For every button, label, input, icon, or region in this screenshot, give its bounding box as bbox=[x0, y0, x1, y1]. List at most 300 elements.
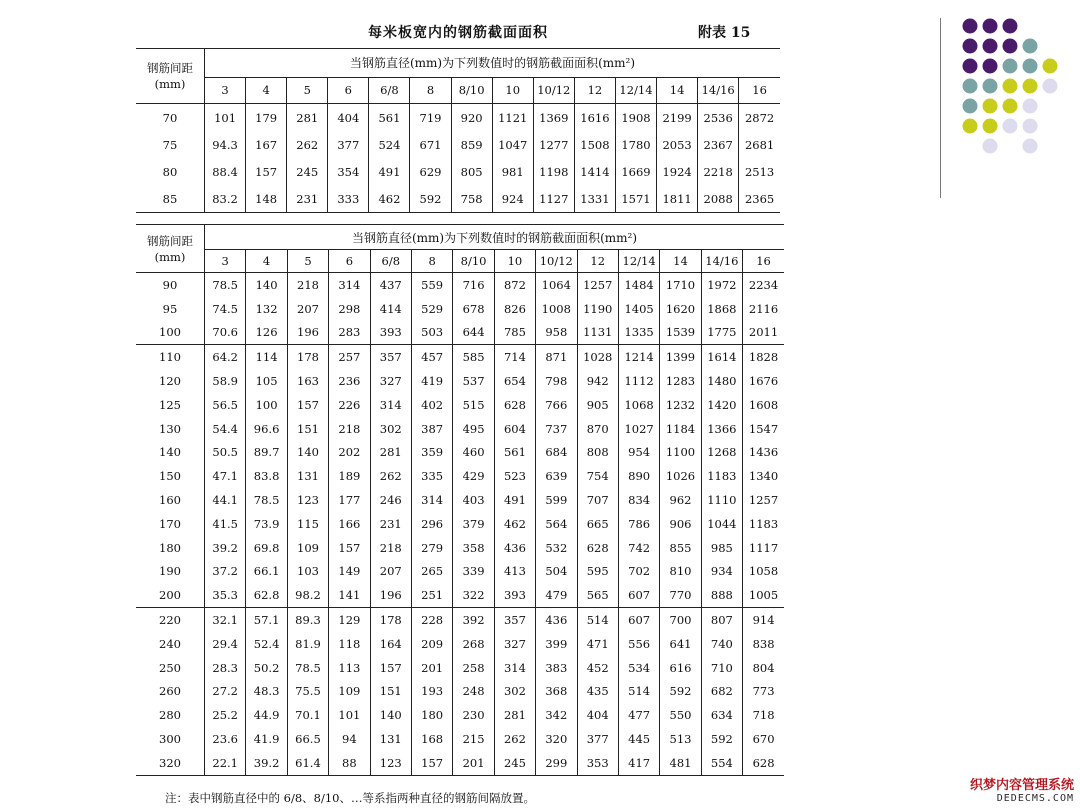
area-cell: 1811 bbox=[657, 185, 698, 213]
area-cell: 75.5 bbox=[287, 680, 328, 704]
area-cell: 1614 bbox=[701, 345, 742, 369]
area-cell: 1044 bbox=[701, 512, 742, 536]
area-cell: 629 bbox=[410, 158, 451, 185]
area-cell: 1414 bbox=[574, 158, 615, 185]
column-header: 3 bbox=[205, 77, 246, 103]
area-cell: 393 bbox=[494, 583, 535, 607]
area-cell: 168 bbox=[411, 727, 452, 751]
area-cell: 872 bbox=[494, 273, 535, 297]
area-cell: 592 bbox=[410, 185, 451, 213]
spacing-cell: 260 bbox=[159, 684, 181, 699]
area-cell: 550 bbox=[660, 703, 701, 727]
area-cell: 41.5 bbox=[205, 512, 246, 536]
appendix-label: 附表 15 bbox=[698, 25, 751, 41]
area-cell: 628 bbox=[577, 536, 618, 560]
spacing-cell: 70 bbox=[136, 104, 205, 132]
area-cell: 515 bbox=[453, 393, 494, 417]
table-row bbox=[136, 273, 784, 297]
area-cell: 118 bbox=[329, 632, 370, 656]
spacing-cell: 200 bbox=[159, 588, 181, 603]
spacing-cell: 140 bbox=[159, 445, 181, 460]
area-cell: 218 bbox=[287, 273, 328, 297]
area-cell: 477 bbox=[618, 703, 659, 727]
area-cell: 166 bbox=[329, 512, 370, 536]
area-cell: 218 bbox=[370, 536, 411, 560]
area-cell: 103 bbox=[287, 560, 328, 584]
area-cell: 1972 bbox=[701, 273, 742, 297]
area-cell: 402 bbox=[411, 393, 452, 417]
area-cell: 148 bbox=[246, 185, 287, 213]
column-header: 10/12 bbox=[536, 250, 577, 273]
area-cell: 354 bbox=[328, 158, 369, 185]
area-cell: 700 bbox=[660, 608, 701, 632]
area-cell: 281 bbox=[287, 104, 328, 132]
column-header: 12/14 bbox=[618, 250, 659, 273]
area-cell: 215 bbox=[453, 727, 494, 751]
area-cell: 230 bbox=[453, 703, 494, 727]
area-cell: 1608 bbox=[743, 393, 784, 417]
area-cell: 1436 bbox=[743, 441, 784, 465]
area-cell: 123 bbox=[287, 488, 328, 512]
area-cell: 70.1 bbox=[287, 703, 328, 727]
decorative-dot bbox=[983, 59, 998, 74]
column-header: 14/16 bbox=[701, 250, 742, 273]
column-header: 14 bbox=[657, 77, 698, 103]
area-cell: 88 bbox=[329, 751, 370, 775]
spacing-cell: 220 bbox=[136, 608, 205, 632]
area-cell: 177 bbox=[329, 488, 370, 512]
area-cell: 644 bbox=[453, 321, 494, 345]
decorative-dot bbox=[983, 79, 998, 94]
column-header: 12/14 bbox=[615, 77, 656, 103]
area-cell: 460 bbox=[453, 441, 494, 465]
area-cell: 1283 bbox=[660, 369, 701, 393]
watermark-text: 织梦内容管理系统 bbox=[969, 778, 1074, 793]
area-cell: 245 bbox=[287, 158, 328, 185]
area-cell: 149 bbox=[329, 560, 370, 584]
page-title: 每米板宽内的钢筋截面面积 bbox=[368, 25, 548, 41]
spacing-cell: 160 bbox=[159, 493, 181, 508]
area-cell: 436 bbox=[494, 536, 535, 560]
area-cell: 529 bbox=[411, 297, 452, 321]
area-cell: 201 bbox=[453, 751, 494, 775]
area-cell: 1121 bbox=[492, 104, 533, 132]
area-cell: 180 bbox=[411, 703, 452, 727]
area-cell: 302 bbox=[494, 680, 535, 704]
area-cell: 283 bbox=[329, 321, 370, 345]
area-cell: 387 bbox=[411, 417, 452, 441]
decorative-dot bbox=[1003, 79, 1018, 94]
area-cell: 342 bbox=[536, 703, 577, 727]
area-cell: 57.1 bbox=[246, 608, 287, 632]
column-header: 8 bbox=[410, 77, 451, 103]
area-cell: 403 bbox=[453, 488, 494, 512]
table-row bbox=[136, 727, 784, 751]
area-cell: 44.1 bbox=[205, 488, 246, 512]
decorative-dot bbox=[983, 19, 998, 34]
area-cell: 393 bbox=[370, 321, 411, 345]
area-cell: 920 bbox=[451, 104, 492, 132]
table-row bbox=[136, 441, 784, 465]
area-cell: 268 bbox=[453, 632, 494, 656]
area-cell: 702 bbox=[618, 560, 659, 584]
area-cell: 419 bbox=[411, 369, 452, 393]
area-cell: 56.5 bbox=[205, 393, 246, 417]
table-row bbox=[136, 583, 784, 607]
area-cell: 228 bbox=[411, 608, 452, 632]
area-cell: 123 bbox=[370, 751, 411, 775]
column-header: 6 bbox=[329, 250, 370, 273]
column-header: 14/16 bbox=[698, 77, 739, 103]
area-cell: 39.2 bbox=[246, 751, 287, 775]
area-cell: 314 bbox=[329, 273, 370, 297]
area-cell: 585 bbox=[453, 345, 494, 369]
column-header: 6/8 bbox=[370, 250, 411, 273]
area-cell: 25.2 bbox=[205, 703, 246, 727]
table-row bbox=[136, 185, 780, 213]
area-cell: 66.5 bbox=[287, 727, 328, 751]
area-cell: 564 bbox=[536, 512, 577, 536]
area-cell: 163 bbox=[287, 369, 328, 393]
area-cell: 503 bbox=[411, 321, 452, 345]
table-row bbox=[136, 369, 784, 393]
area-cell: 89.7 bbox=[246, 441, 287, 465]
spacing-cell: 85 bbox=[136, 185, 205, 213]
area-cell: 532 bbox=[536, 536, 577, 560]
area-cell: 383 bbox=[536, 656, 577, 680]
area-cell: 2088 bbox=[698, 185, 739, 213]
area-cell: 1027 bbox=[618, 417, 659, 441]
area-cell: 69.8 bbox=[246, 536, 287, 560]
area-cell: 742 bbox=[618, 536, 659, 560]
area-cell: 678 bbox=[453, 297, 494, 321]
area-cell: 1100 bbox=[660, 441, 701, 465]
decorative-dot bbox=[1023, 79, 1038, 94]
area-cell: 838 bbox=[743, 632, 784, 656]
area-cell: 491 bbox=[369, 158, 410, 185]
table-row bbox=[136, 417, 784, 441]
table-row bbox=[136, 158, 780, 185]
decorative-dot bbox=[1043, 59, 1058, 74]
spacing-cell: 125 bbox=[159, 397, 181, 412]
area-cell: 452 bbox=[577, 656, 618, 680]
area-cell: 141 bbox=[329, 583, 370, 607]
area-cell: 327 bbox=[370, 369, 411, 393]
area-cell: 798 bbox=[536, 369, 577, 393]
decorative-dot bbox=[963, 79, 978, 94]
area-cell: 537 bbox=[453, 369, 494, 393]
spacing-cell: 120 bbox=[159, 374, 181, 389]
area-cell: 113 bbox=[329, 656, 370, 680]
area-cell: 1068 bbox=[618, 393, 659, 417]
area-cell: 634 bbox=[701, 703, 742, 727]
footnote: 注：表中钢筋直径中的 6/8、8/10、…等系指两种直径的钢筋间隔放置。 bbox=[165, 791, 535, 805]
area-cell: 556 bbox=[618, 632, 659, 656]
area-cell: 236 bbox=[329, 369, 370, 393]
area-cell: 1257 bbox=[577, 273, 618, 297]
area-cell: 773 bbox=[743, 680, 784, 704]
area-cell: 445 bbox=[618, 727, 659, 751]
area-cell: 151 bbox=[287, 417, 328, 441]
area-cell: 670 bbox=[743, 727, 784, 751]
area-cell: 565 bbox=[577, 583, 618, 607]
area-cell: 251 bbox=[411, 583, 452, 607]
column-header: 8 bbox=[411, 250, 452, 273]
decorative-dot bbox=[963, 19, 978, 34]
table-row bbox=[136, 345, 784, 369]
area-cell: 50.5 bbox=[205, 441, 246, 465]
area-cell: 561 bbox=[494, 441, 535, 465]
decorative-dot bbox=[983, 39, 998, 54]
area-cell: 1335 bbox=[618, 321, 659, 345]
area-cell: 157 bbox=[287, 393, 328, 417]
area-cell: 377 bbox=[328, 131, 369, 158]
table-row bbox=[136, 560, 784, 584]
area-cell: 196 bbox=[370, 583, 411, 607]
area-cell: 2218 bbox=[698, 158, 739, 185]
table-row bbox=[136, 703, 784, 727]
area-cell: 314 bbox=[370, 393, 411, 417]
area-cell: 207 bbox=[370, 560, 411, 584]
area-cell: 207 bbox=[287, 297, 328, 321]
area-cell: 1908 bbox=[615, 104, 656, 132]
area-cell: 639 bbox=[536, 464, 577, 488]
decorative-dot bbox=[1003, 39, 1018, 54]
area-cell: 2011 bbox=[743, 321, 784, 345]
area-cell: 1214 bbox=[618, 345, 659, 369]
area-cell: 129 bbox=[329, 608, 370, 632]
area-cell: 83.8 bbox=[246, 464, 287, 488]
area-cell: 1184 bbox=[660, 417, 701, 441]
decorative-dot bbox=[1023, 59, 1038, 74]
area-cell: 379 bbox=[453, 512, 494, 536]
area-cell: 504 bbox=[536, 560, 577, 584]
area-cell: 417 bbox=[618, 751, 659, 775]
area-cell: 437 bbox=[370, 273, 411, 297]
area-cell: 54.4 bbox=[205, 417, 246, 441]
area-cell: 333 bbox=[328, 185, 369, 213]
table-body bbox=[136, 273, 784, 776]
area-cell: 1257 bbox=[743, 488, 784, 512]
area-cell: 1828 bbox=[743, 345, 784, 369]
area-cell: 2872 bbox=[739, 104, 780, 132]
area-cell: 94 bbox=[329, 727, 370, 751]
area-cell: 368 bbox=[536, 680, 577, 704]
area-cell: 710 bbox=[701, 656, 742, 680]
area-cell: 808 bbox=[577, 441, 618, 465]
decorative-dot bbox=[963, 39, 978, 54]
area-cell: 826 bbox=[494, 297, 535, 321]
area-cell: 41.9 bbox=[246, 727, 287, 751]
column-header: 16 bbox=[739, 77, 780, 103]
area-cell: 1480 bbox=[701, 369, 742, 393]
area-cell: 320 bbox=[536, 727, 577, 751]
area-cell: 1183 bbox=[701, 464, 742, 488]
area-cell: 202 bbox=[329, 441, 370, 465]
area-cell: 888 bbox=[701, 583, 742, 607]
area-cell: 32.1 bbox=[205, 608, 246, 632]
area-cell: 281 bbox=[370, 441, 411, 465]
area-cell: 262 bbox=[494, 727, 535, 751]
area-cell: 265 bbox=[411, 560, 452, 584]
area-cell: 157 bbox=[370, 656, 411, 680]
area-cell: 404 bbox=[328, 104, 369, 132]
area-cell: 157 bbox=[329, 536, 370, 560]
area-cell: 132 bbox=[246, 297, 287, 321]
area-cell: 514 bbox=[618, 680, 659, 704]
area-cell: 189 bbox=[329, 464, 370, 488]
area-cell: 1331 bbox=[574, 185, 615, 213]
row-header-unit: (mm) bbox=[154, 249, 186, 264]
area-cell: 491 bbox=[494, 488, 535, 512]
area-cell: 231 bbox=[287, 185, 328, 213]
area-cell: 1026 bbox=[660, 464, 701, 488]
table-row bbox=[136, 751, 784, 775]
area-cell: 1268 bbox=[701, 441, 742, 465]
decorative-dot bbox=[1023, 99, 1038, 114]
column-header: 16 bbox=[743, 250, 784, 273]
area-cell: 758 bbox=[451, 185, 492, 213]
area-cell: 534 bbox=[618, 656, 659, 680]
decorative-dot bbox=[983, 99, 998, 114]
column-header: 6/8 bbox=[369, 77, 410, 103]
area-cell: 523 bbox=[494, 464, 535, 488]
column-header: 8/10 bbox=[453, 250, 494, 273]
area-cell: 404 bbox=[577, 703, 618, 727]
area-cell: 22.1 bbox=[205, 751, 246, 775]
area-cell: 554 bbox=[701, 751, 742, 775]
decorative-dot bbox=[1023, 119, 1038, 134]
area-cell: 481 bbox=[660, 751, 701, 775]
area-cell: 859 bbox=[451, 131, 492, 158]
spacing-cell: 300 bbox=[159, 732, 181, 747]
spacing-cell: 240 bbox=[159, 636, 181, 651]
area-cell: 559 bbox=[411, 273, 452, 297]
area-cell: 78.5 bbox=[287, 656, 328, 680]
area-cell: 471 bbox=[577, 632, 618, 656]
area-cell: 358 bbox=[453, 536, 494, 560]
area-cell: 126 bbox=[246, 321, 287, 345]
area-cell: 131 bbox=[370, 727, 411, 751]
area-cell: 716 bbox=[453, 273, 494, 297]
area-cell: 98.2 bbox=[287, 583, 328, 607]
area-cell: 1110 bbox=[701, 488, 742, 512]
area-cell: 607 bbox=[618, 583, 659, 607]
area-cell: 2234 bbox=[743, 273, 784, 297]
area-cell: 924 bbox=[492, 185, 533, 213]
area-cell: 109 bbox=[329, 680, 370, 704]
decorative-dot bbox=[1043, 79, 1058, 94]
area-cell: 52.4 bbox=[246, 632, 287, 656]
column-header: 10 bbox=[494, 250, 535, 273]
area-cell: 257 bbox=[329, 345, 370, 369]
area-cell: 737 bbox=[536, 417, 577, 441]
area-cell: 258 bbox=[453, 656, 494, 680]
decorative-dot bbox=[1003, 119, 1018, 134]
row-header-label: 钢筋间距 bbox=[147, 233, 193, 248]
area-cell: 719 bbox=[410, 104, 451, 132]
area-cell: 62.8 bbox=[246, 583, 287, 607]
area-cell: 353 bbox=[577, 751, 618, 775]
table-row bbox=[136, 536, 784, 560]
spacing-cell: 130 bbox=[159, 421, 181, 436]
area-cell: 2365 bbox=[739, 185, 780, 213]
area-cell: 1232 bbox=[660, 393, 701, 417]
area-cell: 413 bbox=[494, 560, 535, 584]
area-cell: 1183 bbox=[743, 512, 784, 536]
area-cell: 39.2 bbox=[205, 536, 246, 560]
area-cell: 27.2 bbox=[205, 680, 246, 704]
area-cell: 50.2 bbox=[246, 656, 287, 680]
area-cell: 1366 bbox=[701, 417, 742, 441]
area-cell: 524 bbox=[369, 131, 410, 158]
spacing-cell: 100 bbox=[159, 325, 181, 340]
area-cell: 2513 bbox=[739, 158, 780, 185]
column-header: 5 bbox=[287, 250, 328, 273]
area-cell: 1064 bbox=[536, 273, 577, 297]
decorative-dot bbox=[963, 59, 978, 74]
area-cell: 785 bbox=[494, 321, 535, 345]
column-header-row bbox=[136, 77, 780, 103]
area-cell: 78.5 bbox=[246, 488, 287, 512]
area-cell: 209 bbox=[411, 632, 452, 656]
column-header: 14 bbox=[660, 250, 701, 273]
area-cell: 855 bbox=[660, 536, 701, 560]
spacing-cell: 95 bbox=[162, 301, 178, 316]
area-cell: 167 bbox=[246, 131, 287, 158]
area-table-1 bbox=[136, 48, 780, 213]
area-cell: 392 bbox=[453, 608, 494, 632]
area-cell: 193 bbox=[411, 680, 452, 704]
spacing-cell: 110 bbox=[136, 345, 205, 369]
column-header: 6 bbox=[328, 77, 369, 103]
spacing-cell: 75 bbox=[162, 137, 178, 152]
table-row bbox=[136, 632, 784, 656]
area-cell: 115 bbox=[287, 512, 328, 536]
area-cell: 682 bbox=[701, 680, 742, 704]
area-cell: 1710 bbox=[660, 273, 701, 297]
table-row bbox=[136, 393, 784, 417]
area-cell: 101 bbox=[329, 703, 370, 727]
area-cell: 327 bbox=[494, 632, 535, 656]
watermark bbox=[970, 774, 1074, 804]
area-cell: 457 bbox=[411, 345, 452, 369]
area-cell: 231 bbox=[370, 512, 411, 536]
area-table-2 bbox=[136, 224, 784, 776]
area-cell: 88.4 bbox=[205, 158, 246, 185]
column-header: 5 bbox=[287, 77, 328, 103]
table-row bbox=[136, 512, 784, 536]
area-cell: 934 bbox=[701, 560, 742, 584]
area-cell: 1669 bbox=[615, 158, 656, 185]
area-cell: 436 bbox=[536, 608, 577, 632]
spacing-cell: 320 bbox=[136, 751, 205, 775]
area-cell: 281 bbox=[494, 703, 535, 727]
area-cell: 81.9 bbox=[287, 632, 328, 656]
area-cell: 96.6 bbox=[246, 417, 287, 441]
area-cell: 1008 bbox=[536, 297, 577, 321]
area-cell: 35.3 bbox=[205, 583, 246, 607]
area-cell: 766 bbox=[536, 393, 577, 417]
area-cell: 810 bbox=[660, 560, 701, 584]
area-cell: 804 bbox=[743, 656, 784, 680]
area-cell: 1198 bbox=[533, 158, 574, 185]
area-cell: 435 bbox=[577, 680, 618, 704]
area-cell: 2367 bbox=[698, 131, 739, 158]
area-cell: 1508 bbox=[574, 131, 615, 158]
area-cell: 178 bbox=[287, 345, 328, 369]
table-row bbox=[136, 104, 780, 132]
